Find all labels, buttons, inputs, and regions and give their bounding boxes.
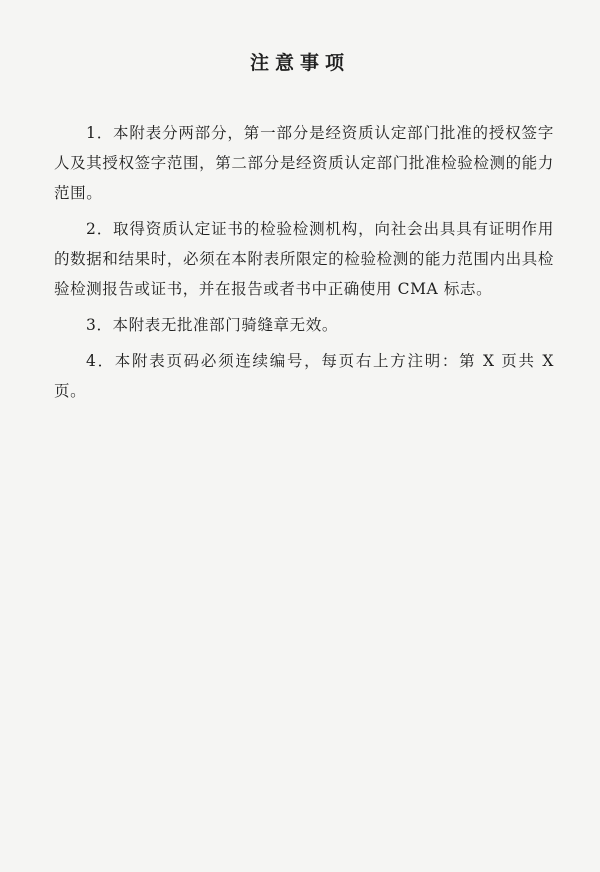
page-title: 注意事项 xyxy=(249,52,350,74)
note-item: 2．取得资质认定证书的检验检测机构，向社会出具具有证明作用的数据和结果时，必须在本附表所限定的检验检测的能力范围内出具检验检测报告或证书，并在报告或者书中正确使用 CMA 标志。 xyxy=(54,220,554,298)
notes-list xyxy=(54,118,554,412)
note-item: 3．本附表无批准部门骑缝章无效。 xyxy=(86,316,338,334)
note-item: 4．本附表页码必须连续编号，每页右上方注明：第 X 页共 X 页。 xyxy=(54,352,554,400)
note-item: 1．本附表分两部分，第一部分是经资质认定部门批准的授权签字人及其授权签字范围，第二部分是经资质认定部门批准检验检测的能力范围。 xyxy=(54,124,554,202)
